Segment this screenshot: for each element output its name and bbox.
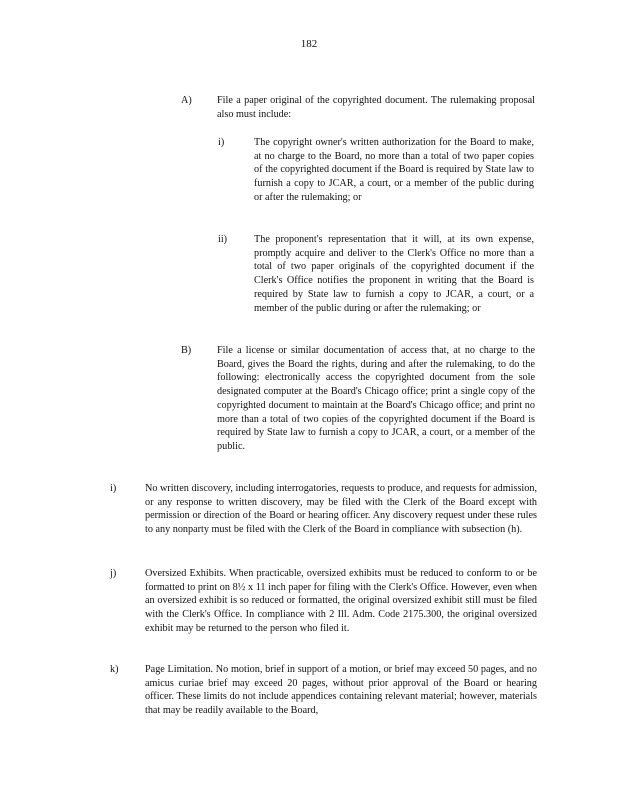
item-a-ii-label: ii) [218,234,228,245]
item-i-label: i) [110,483,117,494]
item-k-label: k) [110,664,119,675]
item-b-label: B) [181,345,192,356]
item-i-text: No written discovery, including interrogatories, requests to produce, and requests for admission, or any response to written discovery, may be filed with the Clerk of the Board except with permission or direction of the Board or hearing officer. Any discovery request under these rules to any nonparty must be filed with the Clerk of the Board in compliance with subsection (h). [145,483,537,536]
item-j-text: Oversized Exhibits. When practicable, oversized exhibits must be reduced to conform to or be formatted to print on 8½ x 11 inch paper for filing with the Clerk's Office. However, even when an oversized exhibit is so reduced or formatted, the original oversized exhibit still must be filed with the Clerk's Office. In compliance with 2 Ill. Adm. Code 2175.300, the original oversized exhibit may be returned to the person who filed it. [145,568,537,634]
item-a-i-text: The copyright owner's written authorization for the Board to make, at no charge to the Board, no more than a total of two paper copies of the copyrighted document if the Board is required by State law to furnish a copy to JCAR, a court, or a member of the public during or after the rulemaking; or [254,137,534,203]
page-number: 182 [300,38,318,50]
item-a-text: File a paper original of the copyrighted document. The rulemaking proposal also must include: [217,95,535,120]
item-b-text: File a license or similar documentation of access that, at no charge to the Board, gives the Board the rights, during and after the rulemaking, to do the following: electronically access the copyrighted document from the sole designated computer at the Board's Chicago office; print a single copy of the copyrighted document to maintain at the Board's Chicago office; and print no more than a total of two copies of the copyrighted document if the Board is required by State law to furnish a copy to JCAR, a court, or a member of the public. [217,345,535,452]
item-a-ii-text: The proponent's representation that it will, at its own expense, promptly acquire and deliver to the Clerk's Office no more than a total of two paper originals of the copyrighted document if the Clerk's Office notifies the proponent in writing that the Board is required by State law to furnish a copy to JCAR, a court, or a member of the public during or after the rulemaking; or [254,234,534,314]
item-k-text: Page Limitation. No motion, brief in support of a motion, or brief may exceed 50 pages, and no amicus curiae brief may exceed 20 pages, without prior approval of the Board or hearing officer. These limits do not include appendices containing relevant material; however, materials that may be readily available to the Board, [145,664,537,717]
item-a-i-label: i) [218,137,225,148]
item-j-label: j) [110,568,117,579]
item-a-label: A) [181,95,192,106]
